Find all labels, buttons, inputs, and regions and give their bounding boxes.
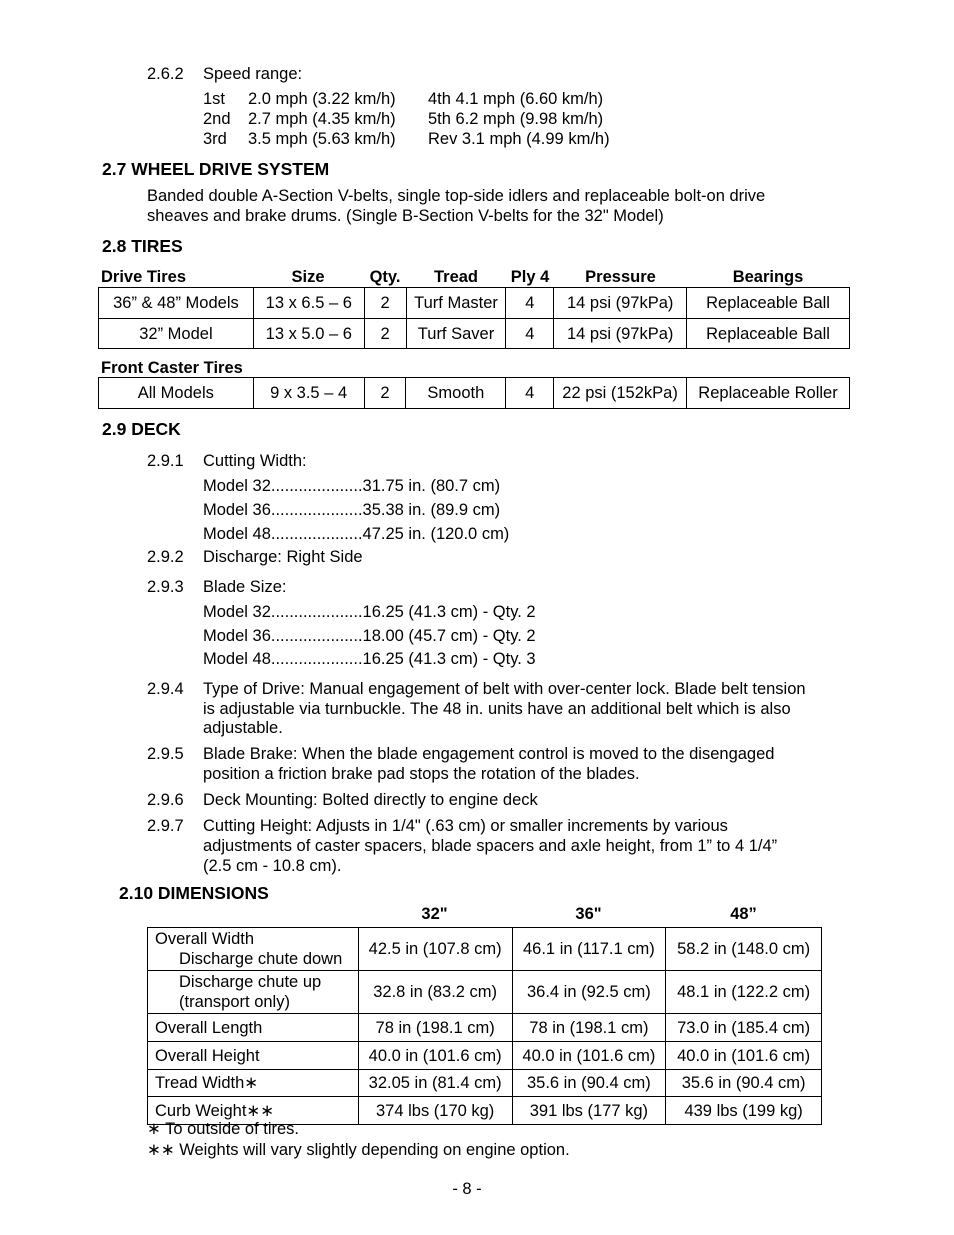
tires-header-size: Size: [291, 268, 325, 286]
speed-value-1st: 2.0 mph (3.22 km/h): [248, 90, 396, 108]
cutting-width-model-48: Model 48....................47.25 in. (120.0 cm): [203, 525, 510, 543]
dimension-value-36: 40.0 in (101.6 cm): [512, 1042, 666, 1070]
drive-type-line2: is adjustable via turnbuckle. The 48 in. units have an additional belt which is also: [203, 700, 791, 718]
dimension-value-36: 78 in (198.1 cm): [512, 1014, 666, 1042]
tire-model: 32” Model: [99, 319, 254, 349]
dimensions-table: [147, 927, 822, 1125]
tire-pressure: 14 psi (97kPa): [554, 288, 687, 319]
deck-mounting-number: 2.9.6: [147, 791, 184, 809]
tire-bearings: Replaceable Ball: [687, 319, 850, 349]
dimensions-col-36: 36": [575, 905, 602, 923]
dimension-value-32: 42.5 in (107.8 cm): [358, 928, 512, 971]
blade-size-model-36: Model 36....................18.00 (45.7 cm) - Qty. 2: [203, 627, 536, 645]
dimension-value-48: 35.6 in (90.4 cm): [666, 1070, 822, 1097]
tire-size: 13 x 6.5 – 6: [253, 288, 364, 319]
tire-pressure: 22 psi (152kPa): [554, 378, 687, 409]
dimension-label: Tread Width∗: [148, 1070, 359, 1097]
cutting-height-number: 2.9.7: [147, 817, 184, 835]
dimension-value-32: 32.8 in (83.2 cm): [358, 971, 512, 1014]
cutting-width-model-36: Model 36....................35.38 in. (89.9 cm): [203, 501, 501, 519]
dimension-value-48: 73.0 in (185.4 cm): [666, 1014, 822, 1042]
blade-size-label: Blade Size:: [203, 578, 287, 596]
blade-size-model-32: Model 32....................16.25 (41.3 cm) - Qty. 2: [203, 603, 536, 621]
wheel-drive-text-line2: sheaves and brake drums. (Single B-Section V-belts for the 32" Model): [147, 207, 664, 225]
dimension-value-48: 439 lbs (199 kg): [666, 1097, 822, 1125]
tires-header-ply: Ply 4: [510, 268, 550, 286]
speed-section-label: Speed range:: [203, 65, 303, 83]
caster-tires-table: [98, 377, 850, 409]
tire-tread: Turf Saver: [406, 319, 506, 349]
tire-tread: Turf Master: [406, 288, 506, 319]
speed-value-3rd: 3.5 mph (5.63 km/h): [248, 130, 396, 148]
tires-header-drive: Drive Tires: [101, 268, 186, 286]
tire-ply: 4: [506, 288, 554, 319]
tire-model: 36” & 48” Models: [99, 288, 254, 319]
dimension-label: [148, 971, 359, 1014]
caster-tires-heading: Front Caster Tires: [101, 359, 243, 377]
table-row: [148, 1014, 822, 1042]
tire-ply: 4: [506, 319, 554, 349]
tire-qty: 2: [364, 319, 406, 349]
page-number: - 8 -: [452, 1180, 482, 1198]
caster-tire-row: [99, 378, 850, 409]
speed-value-2nd: 2.7 mph (4.35 km/h): [248, 110, 396, 128]
drive-tire-row: [99, 319, 850, 349]
speed-gear-2nd: 2nd: [203, 110, 231, 128]
speed-value-4th: 4th 4.1 mph (6.60 km/h): [428, 90, 604, 108]
dimension-label: Curb Weight∗∗: [148, 1097, 359, 1125]
tires-header-pressure: Pressure: [585, 268, 656, 286]
drive-type-number: 2.9.4: [147, 680, 184, 698]
tire-ply: 4: [506, 378, 554, 409]
dimension-label: [148, 928, 359, 971]
cutting-height-line1: Cutting Height: Adjusts in 1/4" (.63 cm) or smaller increments by various: [203, 817, 728, 835]
blade-size-model-48: Model 48....................16.25 (41.3 cm) - Qty. 3: [203, 650, 536, 668]
dimension-value-48: 48.1 in (122.2 cm): [666, 971, 822, 1014]
table-row: [148, 928, 822, 971]
tire-size: 9 x 3.5 – 4: [253, 378, 364, 409]
blade-size-number: 2.9.3: [147, 578, 184, 596]
footnote-tread: ∗ To outside of tires.: [147, 1120, 300, 1138]
cutting-width-label: Cutting Width:: [203, 452, 307, 470]
dimension-value-32: 32.05 in (81.4 cm): [358, 1070, 512, 1097]
dimensions-col-48: 48”: [730, 905, 757, 923]
table-row: [148, 971, 822, 1014]
tire-pressure: 14 psi (97kPa): [554, 319, 687, 349]
dimension-label: Overall Length: [148, 1014, 359, 1042]
dimension-value-48: 58.2 in (148.0 cm): [666, 928, 822, 971]
tire-bearings: Replaceable Roller: [687, 378, 850, 409]
speed-value-rev: Rev 3.1 mph (4.99 km/h): [428, 130, 610, 148]
tires-header-qty: Qty.: [369, 268, 401, 286]
tire-model: All Models: [99, 378, 254, 409]
discharge-text: Discharge: Right Side: [203, 548, 363, 566]
wheel-drive-heading: 2.7 WHEEL DRIVE SYSTEM: [102, 159, 330, 179]
wheel-drive-text-line1: Banded double A-Section V-belts, single top-side idlers and replaceable bolt-on drive: [147, 187, 766, 205]
tire-bearings: Replaceable Ball: [687, 288, 850, 319]
blade-brake-line2: position a friction brake pad stops the rotation of the blades.: [203, 765, 640, 783]
deck-heading: 2.9 DECK: [102, 419, 181, 439]
cutting-height-line2: adjustments of caster spacers, blade spacers and axle height, from 1” to 4 1/4”: [203, 837, 778, 855]
cutting-height-line3: (2.5 cm - 10.8 cm).: [203, 857, 342, 875]
blade-brake-line1: Blade Brake: When the blade engagement control is moved to the disengaged: [203, 745, 775, 763]
discharge-number: 2.9.2: [147, 548, 184, 566]
dimension-value-36: 46.1 in (117.1 cm): [512, 928, 666, 971]
deck-mounting-text: Deck Mounting: Bolted directly to engine deck: [203, 791, 538, 809]
table-row: [148, 1070, 822, 1097]
dimension-label: Overall Height: [148, 1042, 359, 1070]
drive-tire-row: [99, 288, 850, 319]
dimension-value-36: 35.6 in (90.4 cm): [512, 1070, 666, 1097]
dimension-value-32: 40.0 in (101.6 cm): [358, 1042, 512, 1070]
tire-size: 13 x 5.0 – 6: [253, 319, 364, 349]
dimension-label-line1: Overall Width: [155, 930, 255, 948]
dimensions-col-32: 32": [421, 905, 448, 923]
footnote-weight: ∗∗ Weights will vary slightly depending on engine option.: [147, 1141, 570, 1159]
dimension-value-32: 78 in (198.1 cm): [358, 1014, 512, 1042]
dimension-value-36: 36.4 in (92.5 cm): [512, 971, 666, 1014]
dimension-value-32: 374 lbs (170 kg): [358, 1097, 512, 1125]
dimensions-heading: 2.10 DIMENSIONS: [119, 883, 269, 903]
dimension-value-48: 40.0 in (101.6 cm): [666, 1042, 822, 1070]
tire-tread: Smooth: [406, 378, 506, 409]
tire-qty: 2: [364, 288, 406, 319]
speed-gear-3rd: 3rd: [203, 130, 227, 148]
drive-type-line3: adjustable.: [203, 719, 283, 737]
speed-gear-1st: 1st: [203, 90, 226, 108]
dimension-value-36: 391 lbs (177 kg): [512, 1097, 666, 1125]
cutting-width-number: 2.9.1: [147, 452, 184, 470]
tire-qty: 2: [364, 378, 406, 409]
tires-heading: 2.8 TIRES: [102, 236, 183, 256]
tires-header-bearings: Bearings: [732, 268, 804, 286]
drive-type-line1: Type of Drive: Manual engagement of belt with over-center lock. Blade belt tension: [203, 680, 806, 698]
speed-value-5th: 5th 6.2 mph (9.98 km/h): [428, 110, 604, 128]
dimension-label-line2: Discharge chute down: [179, 950, 343, 968]
tires-header-tread: Tread: [433, 268, 479, 286]
blade-brake-number: 2.9.5: [147, 745, 184, 763]
cutting-width-model-32: Model 32....................31.75 in. (80.7 cm): [203, 477, 501, 495]
speed-section-number: 2.6.2: [147, 65, 184, 83]
dimension-label-line2: (transport only): [179, 993, 290, 1011]
table-row: [148, 1042, 822, 1070]
drive-tires-table: [98, 287, 850, 349]
dimension-label-line1: Discharge chute up: [179, 973, 322, 991]
